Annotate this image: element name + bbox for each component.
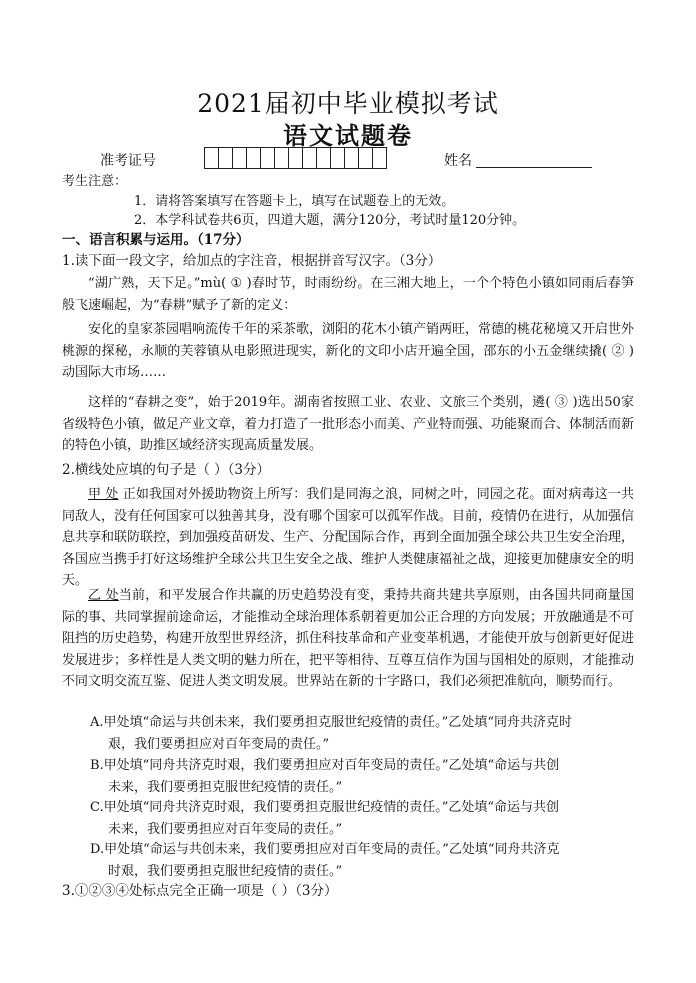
id-digit-box[interactable]: [358, 147, 373, 169]
q2-paragraph-1-text: 正如我国对外援助物资上所写：我们是同海之浪，同树之叶，同园之花。面对病毒这一共同敌人，没有任何国家可以独善其身，没有哪个国家可以孤军作战。目前，疫情仍在进行，从加强信息共享和联防联控，到加强疫苗研发、生产、分配国际合作，再到全面加强全球公共卫生安全治理，各国应当携手打好这场维护全球公共卫生安全之战、维护人类健康福祉之战，迎接更加健康安全的明天。: [62, 487, 635, 588]
name-field-line[interactable]: [476, 167, 592, 168]
q2-option-b[interactable]: B.甲处填“同舟共济克时艰，我们要勇担应对百年变局的责任。”乙处填“命运与共创 未来，我们要勇担克服世纪疫情的责任。”: [90, 758, 560, 795]
id-digit-box[interactable]: [218, 147, 233, 169]
id-digit-box[interactable]: [288, 147, 303, 169]
q2-paragraph-2-text: 当前，和平发展合作共赢的历史趋势没有变，秉持共商共建共享原则，由各国共同商量国际的事、共同掌握前途命运，才能推动全球治理体系朝着更加公正合理的方向发展；开放融通是不可阻挡的历史趋势，构建开放型世界经济，抓住科技革命和产业变革机遇，才能使开放与创新更好促进发展进步；多样性是人类文明的魅力所在，把平等相待、互尊互信作为国与国相处的原则，才能推动不同文明交流互鉴、促进人类文明发展。世界站在新的十字路口，我们必须把准航向，顺势而行。: [62, 588, 635, 689]
id-digit-box[interactable]: [302, 147, 317, 169]
exam-subtitle: 语文试题卷: [283, 121, 413, 150]
id-digit-box[interactable]: [372, 147, 387, 169]
q2-paragraph-1: [62, 484, 634, 592]
blank-jia-marker: 甲 处: [88, 487, 119, 502]
candidate-info-row: [100, 147, 620, 173]
id-digit-box[interactable]: [316, 147, 331, 169]
id-digit-box[interactable]: [330, 147, 345, 169]
q1-paragraph-1: “湖广熟，天下足。”mù( ① )春时节，时雨纷纷。在三湘大地上，一个个特色小镇如同雨后春笋般飞速崛起，为“春耕”赋予了新的定义：: [62, 276, 634, 313]
q2-option-a[interactable]: A.甲处填“命运与共创未来，我们要勇担克服世纪疫情的责任。”乙处填“同舟共济克时 艰，我们要勇担应对百年变局的责任。”: [90, 715, 572, 752]
id-digit-box[interactable]: [204, 147, 219, 169]
q1-paragraph-2: 安化的皇家茶园唱响流传千年的采茶歌，浏阳的花木小镇产销两旺，常德的桃花秘境又开启世外桃源的探秘，永顺的芙蓉镇从电影照进现实，新化的文印小店开遍全国，邵东的小五金继续撬( ② )动国际大市场……: [62, 322, 635, 380]
id-digit-box[interactable]: [260, 147, 275, 169]
q1-paragraph-3: 这样的“春耕之变”，始于2019年。湖南省按照工业、农业、文旅三个类别，遴( ③ )选出50家省级特色小镇，做足产业文章，着力打造了一批形态小而美、产业特而强、功能聚而合、体制活而新的特色小镇，助推区域经济实现高质量发展。: [62, 395, 635, 453]
id-digit-box[interactable]: [344, 147, 359, 169]
notice-item-2: 2．本学科试卷共6页，四道大题，满分120分，考试时量120分钟。: [134, 213, 526, 228]
q2-option-c[interactable]: C.甲处填“同舟共济克时艰，我们要勇担克服世纪疫情的责任。”乙处填“命运与共创 未来，我们要勇担应对百年变局的责任。”: [90, 800, 560, 837]
notice-item-1: 1．请将答案填写在答题卡上，填写在试题卷上的无效。: [134, 194, 455, 209]
question-3-stem: 3.①②③④处标点完全正确一项是（ ）（3分）: [62, 883, 338, 899]
q2-option-d[interactable]: D.甲处填“命运与共创未来，我们要勇担应对百年变局的责任。”乙处填“同舟共济克 时艰，我们要勇担克服世纪疫情的责任。”: [90, 842, 560, 879]
candidate-id-boxes[interactable]: [204, 147, 386, 169]
notice-label: 考生注意：: [62, 174, 128, 189]
q2-paragraph-2: [62, 585, 634, 693]
name-label: 姓名: [444, 153, 472, 169]
section-1-heading: 一、语言积累与运用。（17分）: [62, 232, 250, 248]
id-digit-box[interactable]: [274, 147, 289, 169]
question-1-stem: 1.读下面一段文字，给加点的字注音，根据拼音写汉字。（3分）: [62, 253, 442, 269]
blank-yi-marker: 乙 处: [88, 588, 119, 603]
exam-title: 2021届初中毕业模拟考试: [197, 89, 499, 118]
question-2-stem: 2.横线处应填的句子是（ ）（3分）: [62, 462, 271, 478]
id-digit-box[interactable]: [232, 147, 247, 169]
id-digit-box[interactable]: [246, 147, 261, 169]
candidate-id-label: 准考证号: [100, 153, 156, 169]
